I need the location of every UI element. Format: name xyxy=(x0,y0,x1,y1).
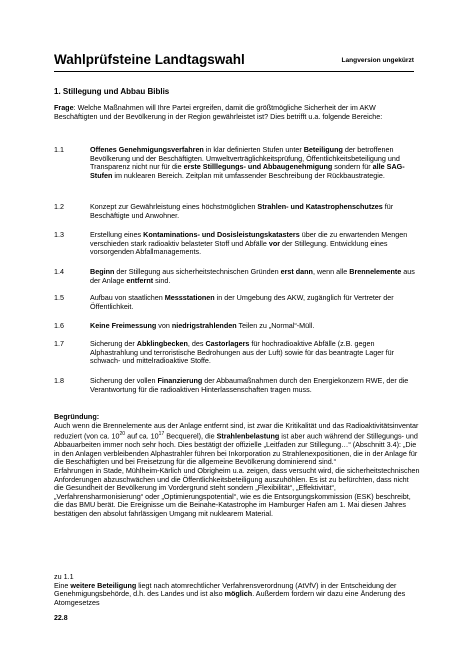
note-ref: zu 1.1 xyxy=(54,572,74,581)
list-item-text: Beginn der Stillegung aus sicherheitstechnischen Gründen erst dann, wenn alle Brennelemente aus der Anlage entfernt sind. xyxy=(90,267,415,285)
page-number: 22.8 xyxy=(54,615,68,622)
list-item-text: Offenes Genehmigungsverfahren in klar definierten Stufen unter Beteiligung der betroffenen Bevölkerung und der Beschäftigten. Umweltverträglichkeitsprüfung, Öffentlichkeitsbeteiligung und Transparenz nicht nur für die erste Stilllegungs- und Abbaugenehmigung sondern für alle SAG-Stufen im nuklearen Bereich. Zeitplan mit umfassender Beschreibung der Rückbaustrategie. xyxy=(90,145,405,180)
document-subtitle: Langversion ungekürzt xyxy=(341,57,414,64)
reason-text-1: Auch wenn die Brennelemente aus der Anlage entfernt sind, ist zwar die Kritikalität und das Radioaktivitätsinventar reduziert (von ca. $10^{20}$ auf ca. $10^{17}$ Becquerel), die Strahlenbelastung ist aber auch während der Stillegungs- und Abbauarbeiten immer noch sehr hoch. Dies bestätigt der offizielle „Leitfaden zur Stillegung…“ (Abschnitt 3.4): „Die in den Anlagen verbleibenden Alphastrahler führen bei Inkorporation zu Strahlenexpositionen, die in der Anlage für die Beschäftigten und bei Freisetzung für die allgemeine Bevölkerung dominierend sind.“ xyxy=(54,420,419,467)
list-item-text: Konzept zur Gewährleistung eines höchstmöglichen Strahlen- und Katastrophenschutzes für Beschäftigte und Anwohner. xyxy=(90,202,394,220)
document-title: Wahlprüfsteine Landtagswahl xyxy=(54,52,245,67)
list-item-number: 1.4 xyxy=(54,267,64,276)
list-item-text: Sicherung der vollen Finanzierung der Abbaumaßnahmen durch den Energiekonzern RWE, der die Verantwortung für die radioaktiven Hinterlassenschaften tragen muss. xyxy=(90,376,409,394)
section-heading: 1. Stillegung und Abbau Biblis xyxy=(54,87,170,96)
list-item-number: 1.8 xyxy=(54,376,64,385)
list-item-text: Erstellung eines Kontaminations- und Dosisleistungskatasters über die zu erwartenden Mengen verschieden stark radioaktiv belasteter Stoff und Abfälle vor der Stillegung. Entwicklung eines vorsorgenden Abfallmanagements. xyxy=(90,230,408,257)
reason-heading: Begründung: xyxy=(54,412,100,421)
list-item-number: 1.6 xyxy=(54,321,64,330)
list-item-number: 1.3 xyxy=(54,230,64,239)
list-item-number: 1.2 xyxy=(54,202,64,211)
note-text: Eine weitere Beteiligung liegt nach atomrechtlicher Verfahrensverordnung (AtVfV) in der Entscheidung der Genehmigungsbehörde, d.h. des Landes und ist also möglich. Außerdem fordern wir dazu eine Änderung des Atomgesetzes xyxy=(54,580,406,607)
list-item-text: Keine Freimessung von niedrigstrahlenden Teilen zu „Normal“-Müll. xyxy=(90,321,315,330)
question-paragraph xyxy=(54,104,420,121)
list-item-text: Aufbau von staatlichen Messstationen in der Umgebung des AKW, zugänglich für Vertreter der Öffentlichkeit. xyxy=(90,293,394,311)
list-item-number: 1.1 xyxy=(54,145,64,154)
question-label: Frage xyxy=(54,103,74,112)
header-rule xyxy=(54,71,414,72)
list-item-number: 1.7 xyxy=(54,339,64,348)
header xyxy=(54,52,414,70)
note-paragraph xyxy=(54,573,420,607)
reason-text-2: Erfahrungen in Stade, Mühlheim-Kärlich und Obrigheim u.a. zeigen, dass versucht wird, die sicherheitstechnischen Anforderungen abzuschwächen und die Öffentlichkeitsbeteiligung auszuhöhlen. Es ist zu befürchten, dass nicht die Gesundheit der Bevölkerung im Vordergrund steht sondern „Flexibilität“, „Effektivität“, „Verfahrensharmonisierung“ oder „Optimierungspotential“, wie es die Entsorgungskommission (ESK) beschreibt, die das BMU berät. Die Ereignisse um die Beinahe-Katastrophe im Hamburger Hafen am 1. Mai diesen Jahres bestätigen den absolut fahrlässigen Umgang mit nuklearem Material. xyxy=(54,465,420,518)
list-item-text: Sicherung der Abklingbecken, des Castorlagers für hochradioaktive Abfälle (z.B. gegen Alphastrahlung und terroristische Bedrohungen aus der Luft) sowie für das beantragte Lager für schwach- und mittelradioaktive Stoffe. xyxy=(90,339,395,366)
question-text: : Welche Maßnahmen will Ihre Partei ergreifen, damit die größtmögliche Sicherheit der im AKW Beschäftigten und der Bevölkerung in der Region gewährleistet ist? Dies betrifft u.a. folgende Bereiche: xyxy=(54,103,383,121)
list-item-number: 1.5 xyxy=(54,293,64,302)
reason-paragraph xyxy=(54,413,420,519)
